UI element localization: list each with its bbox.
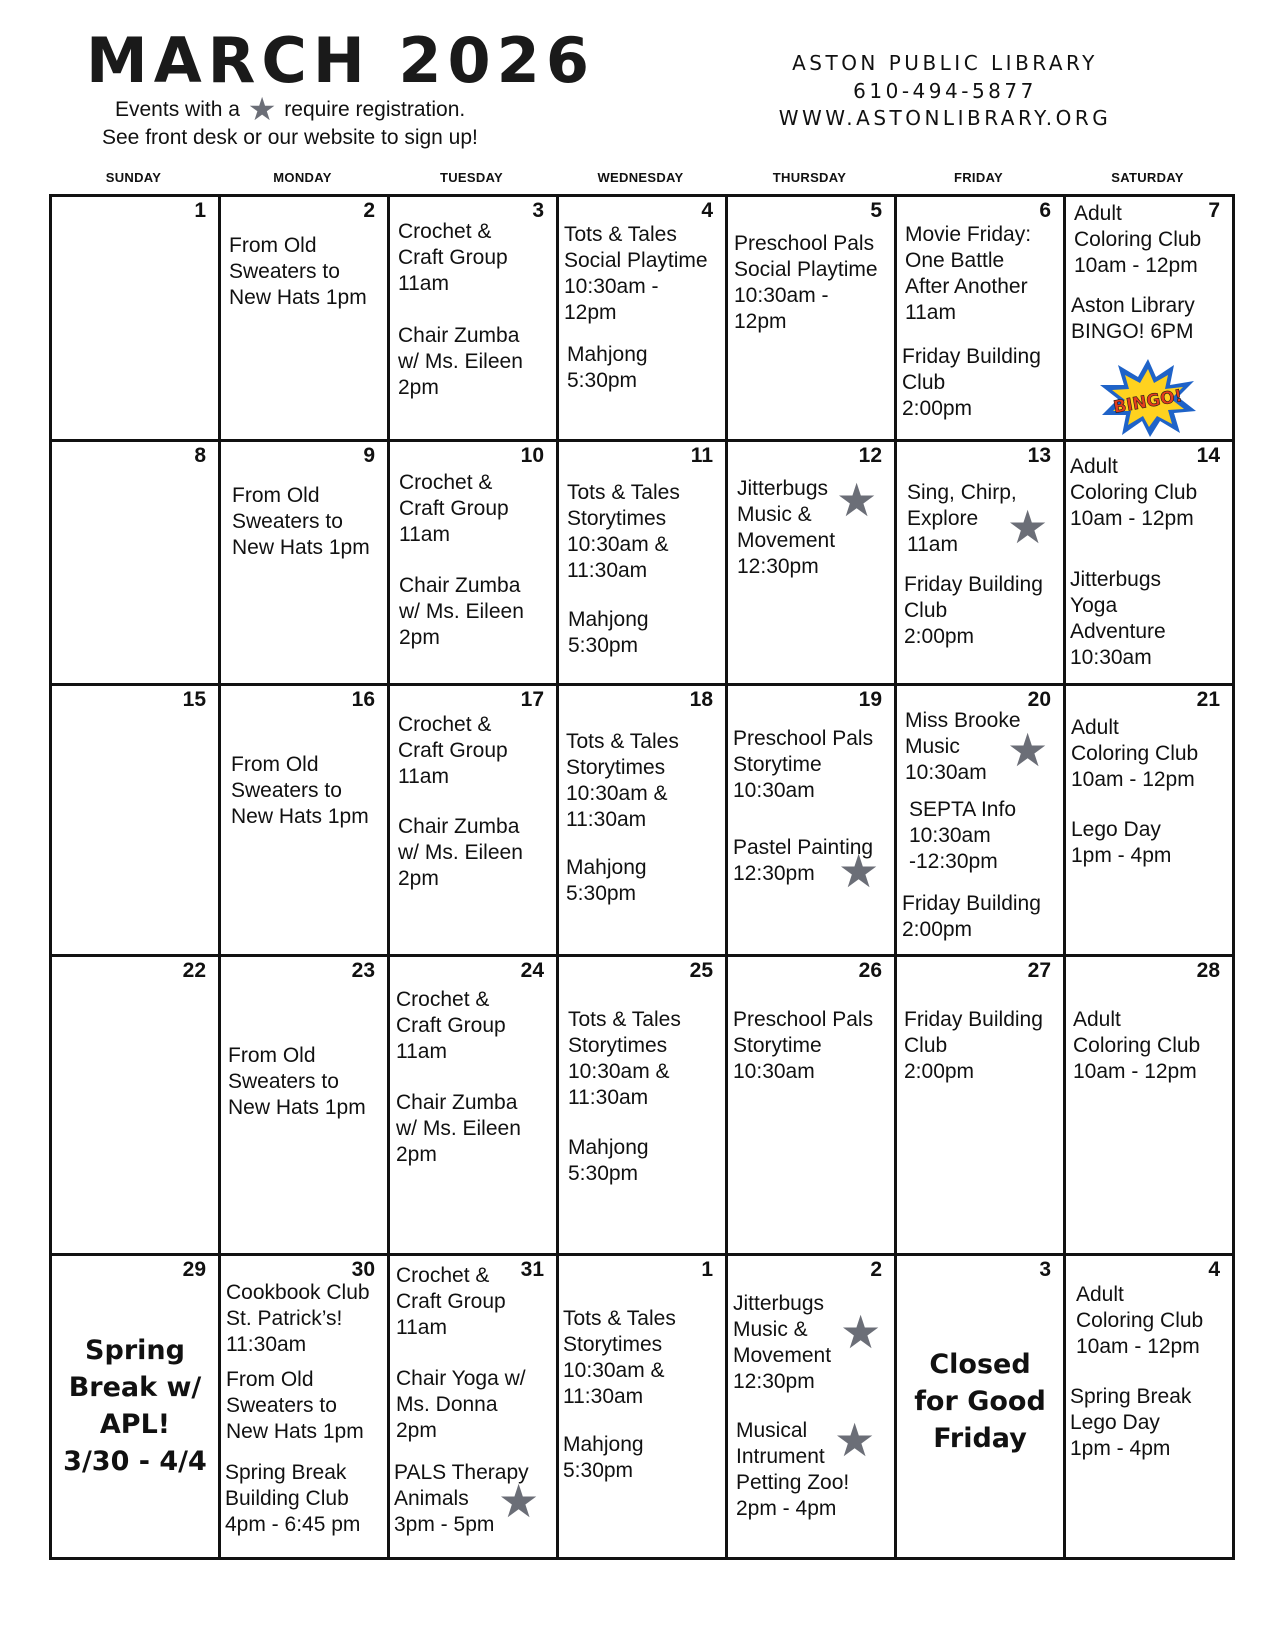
day-cell — [1065, 441, 1234, 685]
day-cell — [220, 956, 389, 1255]
day-number: 18 — [689, 688, 713, 711]
day-cell — [727, 196, 896, 441]
event-text: Miss Brooke Music 10:30am — [905, 709, 1021, 784]
week-row — [51, 956, 1234, 1255]
event-text: Friday Building 2:00pm — [902, 892, 1041, 941]
calendar-grid — [49, 194, 1235, 1560]
day-cell — [558, 1255, 727, 1559]
bingo-burst-image — [1098, 357, 1198, 439]
day-cell — [51, 441, 220, 685]
day-cell — [896, 956, 1065, 1255]
day-cell — [220, 441, 389, 685]
weekday-thursday: THURSDAY — [772, 170, 847, 185]
event-text: Friday Building Club 2:00pm — [904, 1008, 1043, 1083]
day-cell — [727, 1255, 896, 1559]
event-text: Crochet & Craft Group 11am — [398, 713, 508, 788]
event-text: Adult Coloring Club 10am - 12pm — [1074, 202, 1202, 277]
day-cell — [1065, 1255, 1234, 1559]
day-cell — [389, 1255, 558, 1559]
day-cell — [896, 441, 1065, 685]
day-cell — [51, 685, 220, 956]
day-number: 10 — [520, 444, 544, 467]
week-row — [51, 441, 1234, 685]
day-number: 5 — [870, 199, 882, 222]
day-number: 2 — [870, 1258, 882, 1281]
day-number: 4 — [1208, 1258, 1220, 1281]
weekday-tuesday: TUESDAY — [439, 170, 504, 185]
day-number: 15 — [182, 688, 206, 711]
closed-good-friday-banner: Closed for Good Friday — [914, 1349, 1046, 1454]
week-row — [51, 196, 1234, 441]
day-number: 29 — [182, 1258, 206, 1281]
registration-star-icon: ★ — [1007, 501, 1049, 553]
event-text: From Old Sweaters to New Hats 1pm — [231, 753, 369, 828]
day-number: 12 — [858, 444, 882, 467]
event-text: Mahjong 5:30pm — [566, 856, 647, 905]
day-cell — [220, 685, 389, 956]
day-cell — [727, 956, 896, 1255]
week-row — [51, 685, 1234, 956]
day-number: 25 — [689, 959, 713, 982]
event-text: Jitterbugs Music & Movement 12:30pm — [737, 477, 836, 578]
event-text: Jitterbugs Yoga Adventure 10:30am — [1070, 568, 1166, 669]
event-text: Lego Day 1pm - 4pm — [1071, 818, 1172, 867]
registration-star-icon: ★ — [834, 1414, 876, 1466]
day-cell — [1065, 685, 1234, 956]
event-text: Crochet & Craft Group 11am — [396, 988, 506, 1063]
event-text: Aston Library BINGO! 6PM — [1071, 294, 1195, 343]
registration-star-icon: ★ — [1007, 724, 1049, 776]
event-text: Tots & Tales Storytimes 10:30am & 11:30am — [568, 1008, 681, 1109]
day-number: 26 — [858, 959, 882, 982]
event-text: Adult Coloring Club 10am - 12pm — [1071, 716, 1199, 791]
weekday-sunday: SUNDAY — [105, 170, 162, 185]
library-name: ASTON PUBLIC LIBRARY — [792, 51, 1098, 75]
day-number: 31 — [520, 1258, 544, 1281]
library-website[interactable]: WWW.ASTONLIBRARY.ORG — [778, 106, 1112, 130]
event-text: Tots & Tales Storytimes 10:30am & 11:30am — [566, 730, 679, 831]
event-text: Adult Coloring Club 10am - 12pm — [1076, 1283, 1204, 1358]
registration-star-icon: ★ — [498, 1475, 540, 1527]
event-text: Cookbook Club St. Patrick’s! 11:30am — [226, 1281, 370, 1356]
day-number: 30 — [351, 1258, 375, 1281]
spring-break-banner: Spring Break w/ APL! 3/30 - 4/4 — [63, 1335, 207, 1477]
day-number: 3 — [532, 199, 544, 222]
weekday-monday: MONDAY — [273, 170, 332, 185]
weekday-friday: FRIDAY — [954, 170, 1003, 185]
day-number: 3 — [1039, 1258, 1051, 1281]
event-text: From Old Sweaters to New Hats 1pm — [232, 484, 370, 559]
week-row — [51, 1255, 1234, 1559]
event-text: Mahjong 5:30pm — [563, 1433, 644, 1482]
registration-note-before: Events with a — [115, 98, 240, 121]
event-text: Crochet & Craft Group 11am — [399, 471, 509, 546]
event-text: Tots & Tales Storytimes 10:30am & 11:30am — [567, 481, 680, 582]
day-number: 23 — [351, 959, 375, 982]
registration-star-icon: ★ — [838, 845, 880, 897]
day-number: 2 — [363, 199, 375, 222]
day-cell — [896, 685, 1065, 956]
day-number: 16 — [351, 688, 375, 711]
event-text: From Old Sweaters to New Hats 1pm — [226, 1368, 364, 1443]
day-number: 4 — [701, 199, 713, 222]
day-cell — [220, 1255, 389, 1559]
event-text: Tots & Tales Social Playtime 10:30am - 12pm — [564, 223, 708, 324]
event-text: Chair Zumba w/ Ms. Eileen 2pm — [398, 815, 523, 890]
event-text: Jitterbugs Music & Movement 12:30pm — [733, 1292, 832, 1393]
day-number: 28 — [1196, 959, 1220, 982]
event-text: Preschool Pals Social Playtime 10:30am - 12pm — [734, 232, 878, 333]
day-number: 8 — [194, 444, 206, 467]
day-cell — [896, 1255, 1065, 1559]
day-number: 11 — [690, 444, 713, 467]
day-number: 9 — [363, 444, 375, 467]
event-text: From Old Sweaters to New Hats 1pm — [228, 1044, 366, 1119]
day-cell — [51, 1255, 220, 1559]
registration-note — [115, 91, 466, 127]
event-text: Chair Zumba w/ Ms. Eileen 2pm — [399, 574, 524, 649]
day-cell — [51, 956, 220, 1255]
event-text: From Old Sweaters to New Hats 1pm — [229, 234, 367, 309]
event-text: Adult Coloring Club 10am - 12pm — [1070, 455, 1198, 530]
day-cell — [558, 441, 727, 685]
day-number: 22 — [182, 959, 206, 982]
day-cell — [1065, 196, 1234, 441]
day-cell — [389, 441, 558, 685]
event-text: Chair Zumba w/ Ms. Eileen 2pm — [398, 324, 523, 399]
day-cell — [896, 196, 1065, 441]
event-text: Preschool Pals Storytime 10:30am — [733, 727, 874, 802]
event-text: Tots & Tales Storytimes 10:30am & 11:30am — [563, 1307, 676, 1408]
signup-note: See front desk or our website to sign up! — [102, 126, 478, 149]
event-text: Sing, Chirp, Explore 11am — [907, 481, 1017, 556]
day-number: 13 — [1027, 444, 1051, 467]
event-text: Chair Zumba w/ Ms. Eileen 2pm — [396, 1091, 521, 1166]
event-text: Mahjong 5:30pm — [568, 1136, 649, 1185]
event-text: Chair Yoga w/ Ms. Donna 2pm — [396, 1367, 526, 1442]
event-text: Friday Building Club 2:00pm — [904, 573, 1043, 648]
calendar-title: MARCH 2026 — [86, 24, 595, 97]
svg-text:BINGO!: BINGO! — [1111, 386, 1185, 418]
day-number: 20 — [1027, 688, 1051, 711]
day-cell — [727, 441, 896, 685]
day-number: 21 — [1196, 688, 1220, 711]
event-text: Crochet & Craft Group 11am — [398, 220, 508, 295]
event-text: PALS Therapy Animals 3pm - 5pm — [394, 1461, 529, 1536]
registration-star-icon: ★ — [840, 1306, 882, 1358]
day-number: 19 — [858, 688, 882, 711]
event-text: Adult Coloring Club 10am - 12pm — [1073, 1008, 1201, 1083]
day-cell — [389, 196, 558, 441]
day-cell — [389, 685, 558, 956]
day-cell — [558, 956, 727, 1255]
day-cell — [727, 685, 896, 956]
star-icon: ★ — [247, 91, 277, 127]
event-text: Movie Friday: One Battle After Another 11am — [905, 223, 1032, 324]
event-text: SEPTA Info 10:30am -12:30pm — [909, 798, 1016, 873]
event-text: Crochet & Craft Group 11am — [396, 1264, 506, 1339]
day-number: 7 — [1208, 199, 1220, 222]
registration-note-after: require registration. — [284, 98, 466, 121]
event-text: Mahjong 5:30pm — [567, 343, 648, 392]
weekday-header-row — [49, 170, 1232, 188]
day-cell — [558, 196, 727, 441]
day-cell — [1065, 956, 1234, 1255]
event-text: Preschool Pals Storytime 10:30am — [733, 1008, 874, 1083]
event-text: Pastel Painting 12:30pm — [733, 836, 874, 885]
event-text: Friday Building Club 2:00pm — [902, 345, 1041, 420]
event-text: Spring Break Lego Day 1pm - 4pm — [1070, 1385, 1192, 1460]
event-text: Spring Break Building Club 4pm - 6:45 pm — [225, 1461, 361, 1536]
day-number: 6 — [1039, 199, 1051, 222]
day-cell — [51, 196, 220, 441]
weekday-saturday: SATURDAY — [1111, 170, 1184, 185]
day-number: 27 — [1027, 959, 1051, 982]
library-phone: 610-494-5877 — [853, 79, 1037, 103]
day-cell — [220, 196, 389, 441]
day-number: 24 — [520, 959, 544, 982]
day-number: 17 — [520, 688, 544, 711]
day-number: 1 — [194, 199, 206, 222]
day-cell — [389, 956, 558, 1255]
day-number: 1 — [701, 1258, 713, 1281]
event-text: Musical Intrument Petting Zoo! 2pm - 4pm — [736, 1419, 850, 1520]
event-text: Mahjong 5:30pm — [568, 608, 649, 657]
weekday-wednesday: WEDNESDAY — [597, 170, 684, 185]
day-cell — [558, 685, 727, 956]
day-number: 14 — [1196, 444, 1220, 467]
registration-star-icon: ★ — [836, 474, 878, 526]
